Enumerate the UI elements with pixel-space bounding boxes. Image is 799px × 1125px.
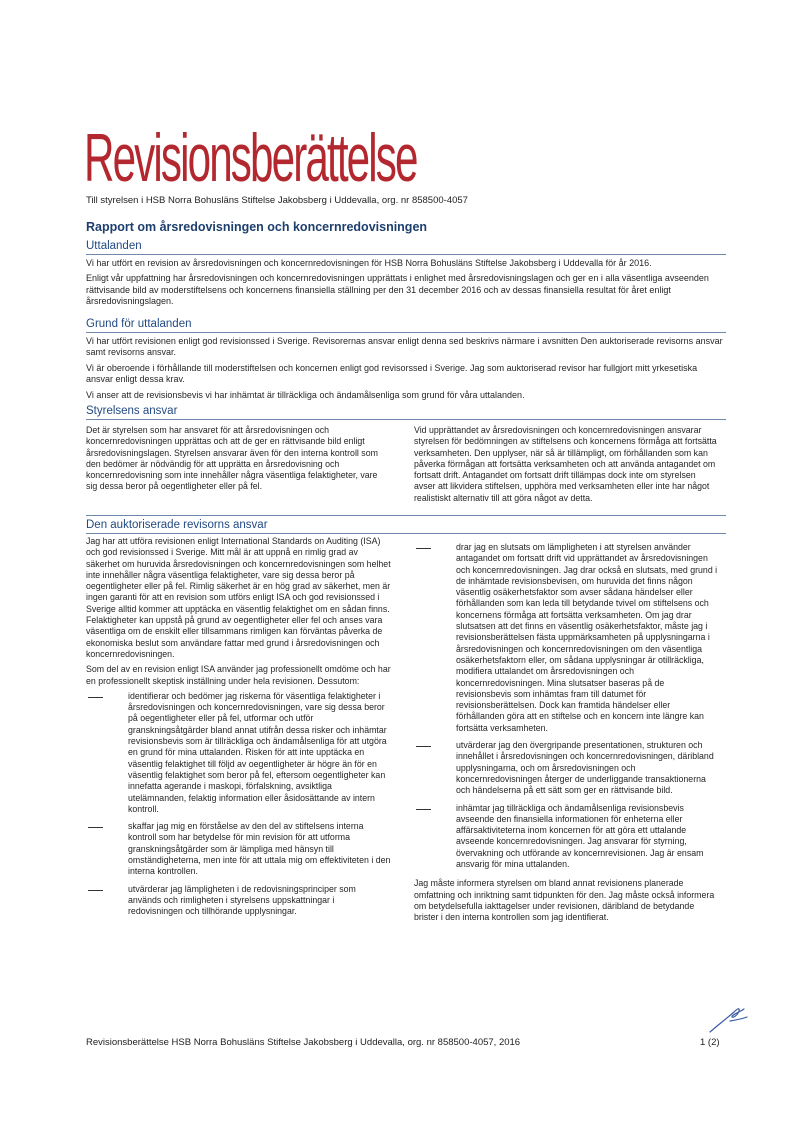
document-title: Revisionsberättelse [84,120,417,196]
dash-bullet-icon [88,827,103,828]
signature-mark [706,1003,750,1035]
list-item-text: inhämtar jag tillräckliga och ändamålsenliga revisionsbevis avseende den finansiella informationen för enheterna eller affärsaktiviteterna inom koncernen för att göra ett uttalande avseende koncernredovisningen. Jag ansvarar för styrning, övervakning och utförande av koncernrevisionen. Jag är ensam ansvarig för mina uttalanden. [456,802,704,870]
revisor-left-column [86,536,391,924]
page-number: 1 (2) [700,1037,720,1048]
divider [86,515,726,516]
section-uttalanden [86,240,726,312]
list-item-text: skaffar jag mig en förståelse av den del av stiftelsens interna kontroll som har betydelse för min revision för att utforma granskningsåtgärder som är lämpliga med hänsyn till omständigheterna, men inte för att uttala mig om effektiviteten i den interna kontrollen. [128,821,391,877]
report-heading: Rapport om årsredovisningen och koncernredovisningen [86,220,428,234]
list-item [86,884,391,918]
dash-bullet-icon [416,746,431,747]
list-item [414,542,719,734]
list-item-text: utvärderar jag den övergripande presentationen, strukturen och innehållet i årsredovisningen och koncernredovisningen, däribland upplysningarna, och om årsredovisningen och koncernredovisningen återger de underliggande transaktionerna och händelserna på ett sätt som ger en rättvisande bild. [456,740,714,796]
list-item [414,803,719,871]
paragraph: Enligt vår uppfattning har årsredovisningen och koncernredovisningen upprättats i enlighet med årsredovisningslagen och ger en i alla väsentliga avseenden rättvisande bild av moderstiftelsens och koncernens finansiella ställning per den 31 december 2016 och av dessas finansiella resultat för året enligt årsredovisningslagen. [86,273,709,307]
section-heading-styrelsen: Styrelsens ansvar [86,405,726,420]
dash-bullet-icon [416,809,431,810]
paragraph: Vi anser att de revisionsbevis vi har inhämtat är tillräckliga och ändamålsenliga som grund för våra uttalanden. [86,389,525,400]
section-heading-grund: Grund för uttalanden [86,318,726,333]
dash-bullet-icon [88,697,103,698]
list-item [86,691,391,815]
styrelsen-left-column [86,425,391,497]
section-revisor [86,519,726,537]
section-heading-uttalanden: Uttalanden [86,240,726,255]
paragraph: Det är styrelsen som har ansvaret för att årsredovisningen och koncernredovisningen upprättas och att de ger en rättvisande bild enligt årsredovisningslagen. Styrelsen ansvarar även för den interna kontroll som den bedömer är nödvändig för att upprätta en årsredovisning och koncernredovisning som inte innehåller några väsentliga felaktigheter, vare sig dessa beror på oegentligheter eller på fel. [86,425,378,492]
dash-bullet-icon [88,890,103,891]
section-styrelsen [86,405,726,423]
paragraph: Vid upprättandet av årsredovisningen och koncernredovisningen ansvarar styrelsen för bedömningen av stiftelsens och koncernens förmåga att fortsätta verksamheten. Den upplyser, när så är tillämpligt, om förhållanden som kan påverka förmågan att fortsätta verksamheten och att använda antagandet om fortsatt drift. Antagandet om fortsatt drift tillämpas dock inte om styrelsen avser att likvidera stiftelsen, upphöra med verksamheten eller inte har något realistiskt alternativ till att göra något av detta. [414,425,717,503]
section-heading-revisor: Den auktoriserade revisorns ansvar [86,519,726,534]
paragraph: Som del av en revision enligt ISA använder jag professionellt omdöme och har en professionellt skeptisk inställning under hela revisionen. Dessutom: [86,664,391,686]
styrelsen-right-column [414,425,719,508]
list-item-text: utvärderar jag lämpligheten i de redovisningsprinciper som används och rimligheten i styrelsens uppskattningar i redovisningen och tillhörande upplysningar. [128,883,356,917]
revisor-right-column [414,542,719,928]
paragraph: Vi är oberoende i förhållande till moderstiftelsen och koncernen enligt god revisorssed i Sverige. Jag som auktoriserad revisor har fullgjort mitt yrkesetiska ansvar enligt dessa krav. [86,362,698,385]
list-item-text: drar jag en slutsats om lämpligheten i att styrelsen använder antagandet om fortsatt drift vid upprättandet av årsredovisningen och koncernredovisningen. Jag drar också en slutsats, med grund i de inhämtade revisionsbevisen, om huruvida det finns någon väsentlig osäkerhetsfaktor som avser sådana händelser eller förhållanden som kan leda till betydande tvivel om stiftelsens och koncernens förmåga att fortsätta verksamheten. Om jag drar slutsatsen att det finns en väsentlig osäkerhetsfaktor, måste jag i revisionsberättelsen fästa uppmärksamheten på upplysningarna i årsredovisningen och koncernredovisningen om den väsentliga osäkerhetsfaktorn eller, om sådana upplysningar är otillräckliga, modifiera uttalandet om årsredovisningen och koncernredovisningen. Mina slutsatser baseras på de revisionsbevis som inhämtas fram till datumet för revisionsberättelsen. Dock kan framtida händelser eller förhållanden göra att en stiftelse och en koncern inte längre kan fortsätta verksamheten. [456,542,718,733]
list-item-text: identifierar och bedömer jag riskerna för väsentliga felaktigheter i årsredovisningen och koncernredovisningen, vare sig dessa beror på oegentligheter eller på fel, utformar och utför granskningsåtgärder bland annat utifrån dessa risker och inhämtar revisionsbevis som är tillräckliga och ändamålsenliga för att utgöra en grund för mina uttalanden. Risken för att inte upptäcka en väsentlig felaktighet till följd av oegentligheter är högre än för en väsentlig felaktighet som beror på fel, eftersom oegentligheter kan innefatta agerande i maskopi, förfalskning, avsiktliga utelämnanden, felaktig information eller åsidosättande av intern kontroll. [128,690,387,814]
paragraph: Jag måste informera styrelsen om bland annat revisionens planerade omfattning och inriktning samt tidpunkten för den. Jag måste också informera om betydelsefulla iakttagelser under revisionen, däribland de betydande brister i den interna kontrollen som jag identifierat. [414,878,715,923]
list-item [86,821,391,877]
paragraph: Jag har att utföra revisionen enligt International Standards on Auditing (ISA) och god revisionssed i Sverige. Mitt mål är att uppnå en rimlig grad av säkerhet om huruvida årsredovisningen och koncernredovisningen som helhet inte innehåller några väsentliga felaktigheter, vare sig dessa beror på oegentligheter eller på fel. Rimlig säkerhet är en hög grad av säkerhet, men är ingen garanti för att en revision som utförs enligt ISA och god revisionssed i Sverige alltid kommer att upptäcka en väsentlig felaktighet om en sådan finns. Felaktigheter kan uppstå på grund av oegentligheter eller fel och anses vara väsentliga om de enskilt eller tillsammans rimligen kan förväntas påverka de ekonomiska beslut som användare fattar med grund i årsredovisningen och koncernredovisningen. [86,536,391,659]
section-divider [86,515,726,516]
footer-text: Revisionsberättelse HSB Norra Bohusläns Stiftelse Jakobsberg i Uddevalla, org. nr 858500-4057, 2016 [86,1037,521,1048]
document-subtitle: Till styrelsen i HSB Norra Bohusläns Stiftelse Jakobsberg i Uddevalla, org. nr 858500-4057 [86,195,468,206]
dash-bullet-icon [416,548,431,549]
list-item [414,740,719,796]
paragraph: Vi har utfört revisionen enligt god revisionssed i Sverige. Revisorernas ansvar enligt denna sed beskrivs närmare i avsnitten Den auktoriserade revisorns ansvar samt revisorns ansvar. [86,336,723,358]
paragraph: Vi har utfört en revision av årsredovisningen och koncernredovisningen för HSB Norra Bohusläns Stiftelse Jakobsberg i Uddevalla för år 2016. [86,258,652,268]
section-grund [86,318,726,405]
